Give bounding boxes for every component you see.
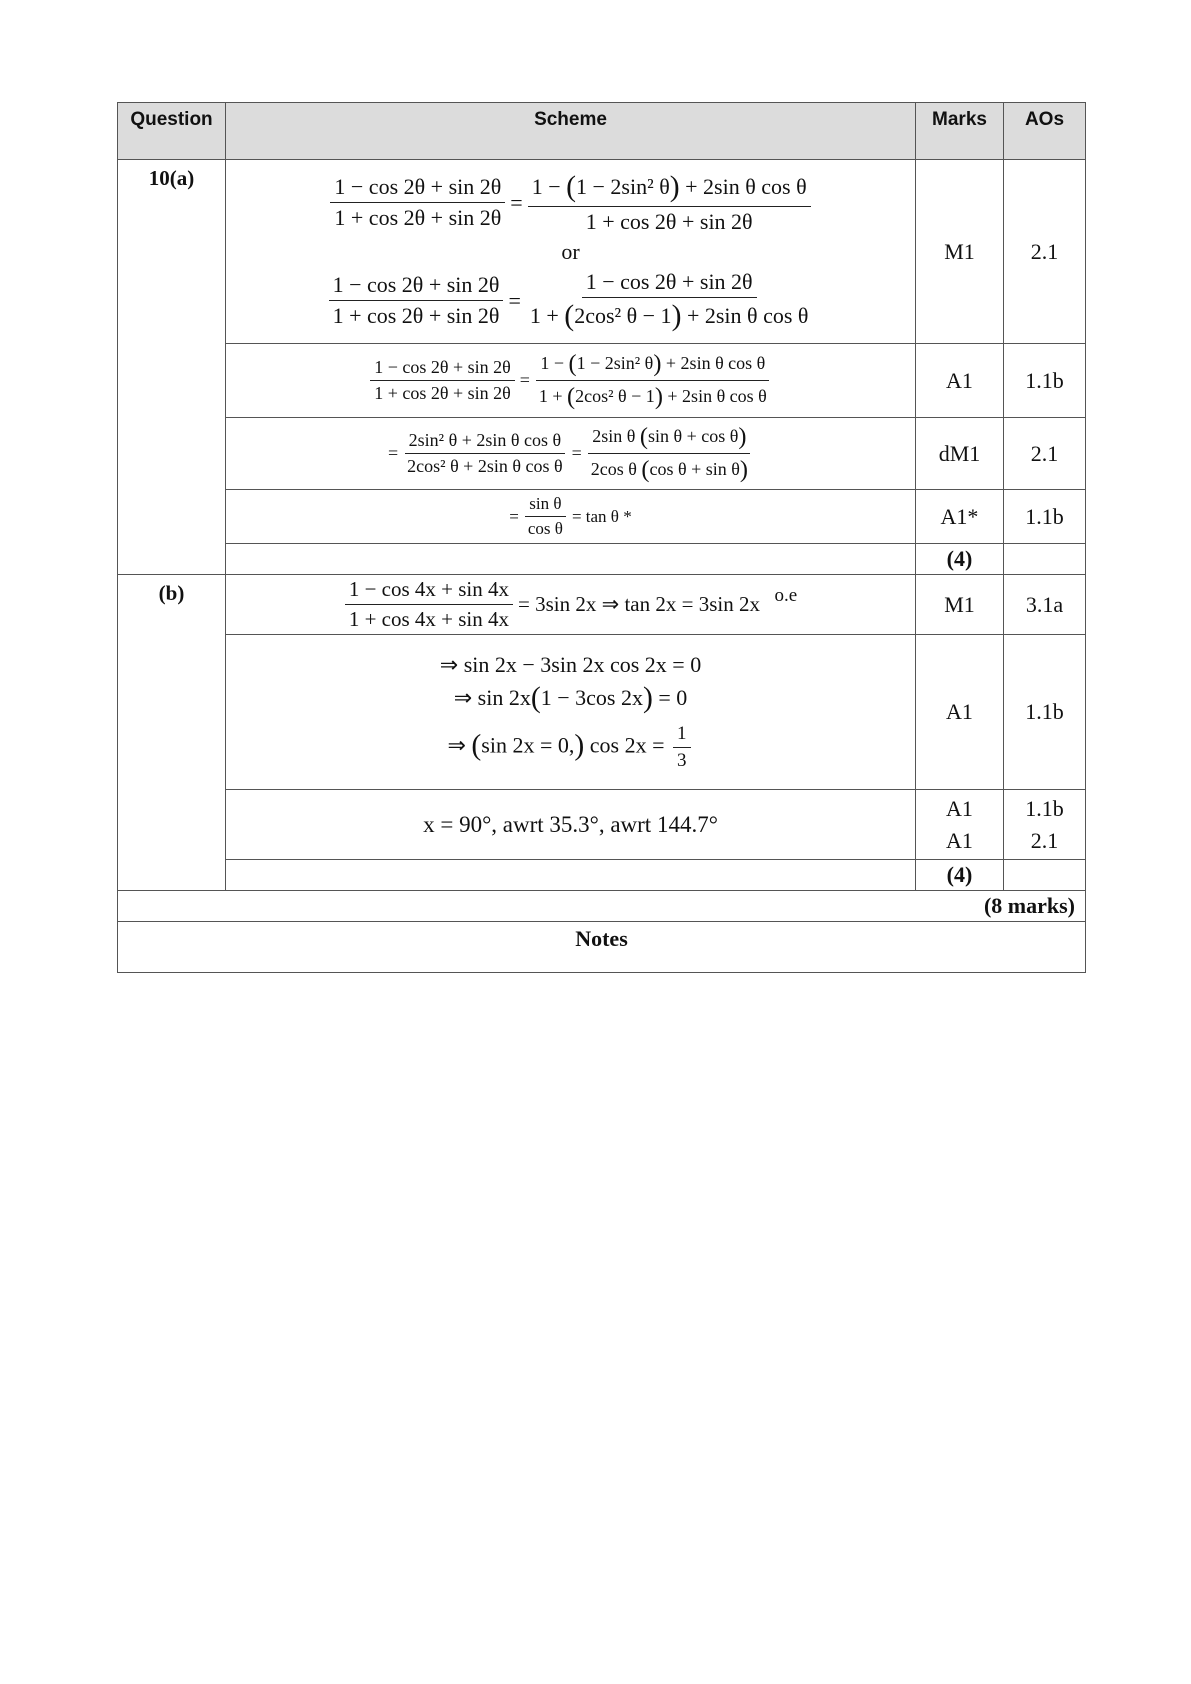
part-b-step2-mark: A1 [916, 635, 1004, 790]
part-b-step3-aos: 1.1b 2.1 [1004, 790, 1086, 860]
part-a-step2-ao: 1.1b [1004, 344, 1086, 418]
mark-scheme-table [117, 102, 1086, 973]
question-label-b: (b) [118, 575, 226, 891]
part-a-step2-row [118, 344, 1086, 418]
part-b-step1-row [118, 575, 1086, 635]
fraction-rhs: $\frac{1 - \cos 2\theta + \sin 2\theta}{\text{1 + (2cos² θ − 1) + 2sin θ cos θ}}$ [529, 268, 809, 332]
part-b-total-row [118, 860, 1086, 891]
part-a-step2-mark: A1 [916, 344, 1004, 418]
question-label-10a: 10(a) [118, 160, 226, 575]
header-scheme: Scheme [226, 103, 916, 160]
header-aos: AOs [1004, 103, 1086, 160]
part-b-step1-ao: 3.1a [1004, 575, 1086, 635]
part-a-step4-scheme: = $\frac{\text{sin θ}}{\text{cos θ}}$ = tan θ * [226, 490, 916, 544]
part-b-answer: x = 90°, awrt 35.3°, awrt 144.7° [226, 790, 916, 860]
part-a-step1-row [118, 160, 1086, 344]
grand-total-row [118, 891, 1086, 922]
part-a-step3-ao: 2.1 [1004, 418, 1086, 490]
fraction-lhs: $\frac{1 - \cos 2\theta + \sin 2\theta}{1 + \cos 2\theta + \sin 2\theta}$ [330, 174, 505, 231]
part-a-total: (4) [916, 544, 1004, 575]
part-a-step3-row [118, 418, 1086, 490]
part-a-step1-ao: 2.1 [1004, 160, 1086, 344]
part-b-step2-row [118, 635, 1086, 790]
or-text: or [561, 238, 580, 264]
part-a-total-row [118, 544, 1086, 575]
part-b-step1-scheme: $\frac{1 - \cos 4x + \sin 4x}{1 + \cos 4x + \sin 4x}$ = 3sin 2x ⇒ tan 2x = 3sin 2x o.e [226, 575, 916, 635]
fraction-lhs: $\frac{1 - \cos 2\theta + \sin 2\theta}{1 + \cos 2\theta + \sin 2\theta}$ [329, 272, 504, 329]
header-marks: Marks [916, 103, 1004, 160]
fraction-rhs: $\frac{\text{1 − (1 − 2sin² θ) + 2sin θ cos θ}}{1 + \cos 2\theta + \sin 2\theta}$ [528, 171, 811, 235]
header-question: Question [118, 103, 226, 160]
part-a-step3-mark: dM1 [916, 418, 1004, 490]
part-b-step2-ao: 1.1b [1004, 635, 1086, 790]
notes-row [118, 922, 1086, 973]
header-row [118, 103, 1086, 160]
part-a-step4-mark: A1* [916, 490, 1004, 544]
part-a-step2-scheme: $\frac{1 - \cos 2\theta + \sin 2\theta}{1 + \cos 2\theta + \sin 2\theta}$ = $\frac{\text{1 − (1 − 2sin² θ) + 2sin θ cos θ}}{\text{1 + (2cos² θ − 1) + 2sin θ cos θ}}$ [226, 344, 916, 418]
part-a-step1-scheme: $\frac{1 - \cos 2\theta + \sin 2\theta}{1 + \cos 2\theta + \sin 2\theta}$ = $\frac{\text{1 − (1 − 2sin² θ) + 2sin θ cos θ}}{1 + \cos 2\theta + \sin 2\theta}$ or $\frac{1 - \cos 2\theta + \sin 2\theta}{1 + \cos 2\theta + \sin 2\theta}$ = $\frac{1 - \cos 2\theta + \sin 2\theta}{\text{1 + (2cos² θ − 1) + 2sin θ cos θ}}$ [226, 160, 916, 344]
part-a-step4-row [118, 490, 1086, 544]
part-a-step1-mark: M1 [916, 160, 1004, 344]
part-b-total: (4) [916, 860, 1004, 891]
grand-total: (8 marks) [118, 891, 1086, 922]
part-a-step4-ao: 1.1b [1004, 490, 1086, 544]
part-b-step3-marks: A1 A1 [916, 790, 1004, 860]
part-b-step1-mark: M1 [916, 575, 1004, 635]
part-a-step3-scheme: = $\frac{\text{2sin² θ + 2sin θ cos θ}}{\text{2cos² θ + 2sin θ cos θ}}$ = $\frac{\text{2sin θ (sin θ + cos θ)}}{\text{2cos θ (cos θ + sin θ)}}$ [226, 418, 916, 490]
part-b-step2-scheme: ⇒ sin 2x − 3sin 2x cos 2x = 0 ⇒ sin 2x(1 − 3cos 2x) = 0 ⇒ (sin 2x = 0,) cos 2x = $\frac{1}{3}$ [226, 635, 916, 790]
part-b-step3-row [118, 790, 1086, 860]
notes-heading: Notes [118, 922, 1086, 973]
